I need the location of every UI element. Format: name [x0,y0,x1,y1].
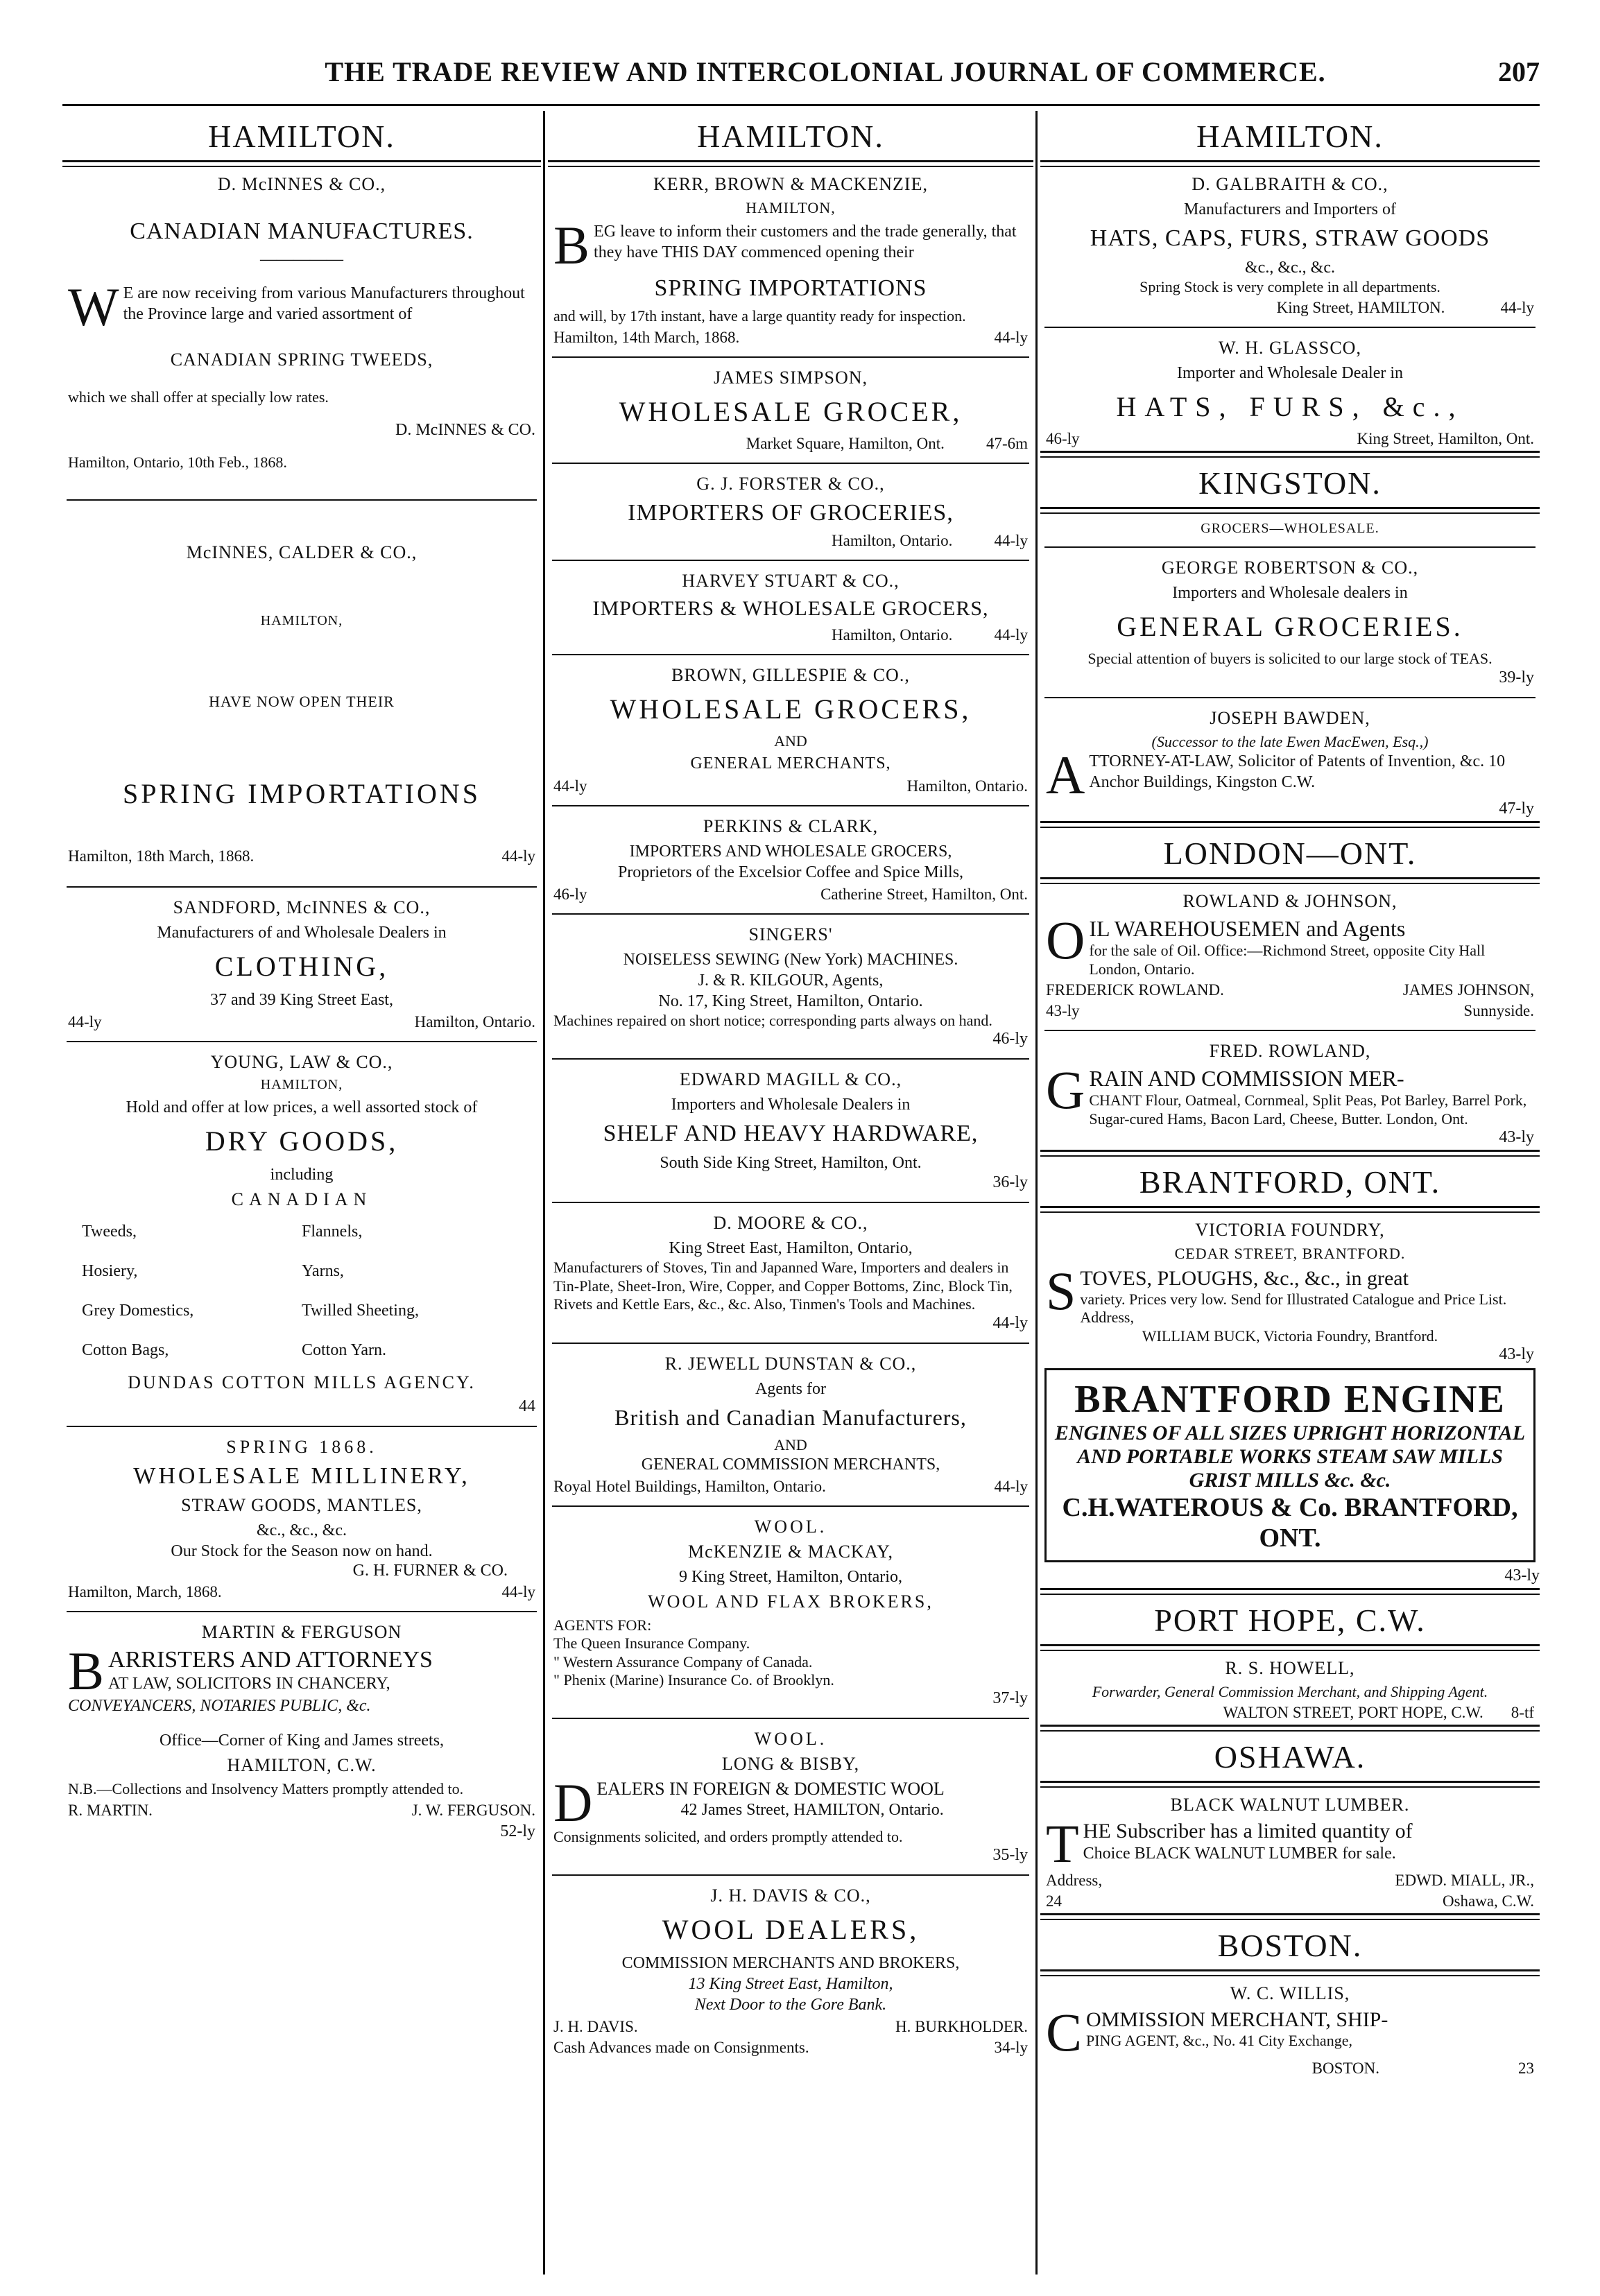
ad-code: 52-ly [500,1822,535,1840]
ad-footer: 46-ly Catherine Street, Hamilton, Ont. [553,885,1028,903]
column-divider [1035,111,1038,2275]
ad-season: SPRING 1868. [226,1436,377,1457]
ad-body: Manufacturers of Stoves, Tin and Japanned Ware, Importers and dealers in Tin-Plate, Sheet-Iron, Wire, Copper, and Copper Bottoms, Zinc, Block Tin, Rivets and Kettle Ears, &c., &c. Also, Tinmen's Tools and Machines. [553,1259,1013,1313]
ad-body: and will, by 17th instant, have a large quantity ready for inspection. [553,307,966,325]
firm-name: D. GALBRAITH & CO., [1192,174,1388,194]
logo-title: BRANTFORD ENGINE [1074,1378,1506,1422]
ad-footer: Hamilton, 18th March, 1868. 44-ly [68,847,535,865]
ad-line: Importers and Wholesale dealers in [1172,584,1408,603]
ad-and: AND [774,1435,807,1453]
ad-heading: WOOL DEALERS, [662,1914,920,1946]
ad-simpson [548,368,1033,453]
double-rule [1040,1644,1540,1651]
ad-footer: Hamilton, Ontario. 44-ly [832,531,1028,549]
ad-body: variety. Prices very low. Send for Illustrated Catalogue and Price List. Address, [1080,1290,1507,1327]
ad-footer: 44-ly Hamilton, Ontario. [553,777,1028,795]
city-heading: BOSTON. [1217,1927,1363,1963]
ad-address: Next Door to the Gore Bank. [694,1996,887,2014]
firm-name: YOUNG, LAW & CO., [210,1051,393,1072]
firm-name: PERKINS & CLARK, [703,815,879,836]
ad-heading: WOOL AND FLAX BROKERS, [648,1591,934,1612]
double-rule [1040,451,1540,458]
ad-address: 9 King Street, Hamilton, Ontario, [679,1567,902,1586]
ad-moore [548,1213,1033,1332]
firm-name: FRED. ROWLAND, [1209,1041,1371,1062]
ad-names: FREDERICK ROWLAND. JAMES JOHNSON, [1046,981,1534,999]
ad-signature: D. McINNES & CO. [395,420,535,439]
ad-separator [552,654,1029,655]
ad-date: Hamilton, Ontario, 10th Feb., 1868. [68,453,287,471]
ad-note: N.B.—Collections and Insolvency Matters promptly attended to. [68,1780,464,1798]
ad-address: 42 James Street, HAMILTON, Ontario. [680,1801,944,1820]
firm-name: McKENZIE & MACKAY, [687,1541,894,1562]
firm-name: G. J. FORSTER & CO., [696,473,885,494]
ad-line: Our Stock for the Season now on hand. [171,1542,433,1560]
ad-footer: Market Square, Hamilton, Ont. 47-6m [746,434,1028,452]
logo-footer: C.H.WATEROUS & Co. BRANTFORD, ONT. [1062,1493,1518,1553]
ad-body: for the sale of Oil. Office:—Richmond Street, opposite City Hall London, Ontario. [1089,942,1486,978]
list-item: Hosiery, [82,1261,138,1280]
ad-line: COMMISSION MERCHANTS AND BROKERS, [621,1954,960,1973]
ad-heading: OIL WAREHOUSEMEN and Agents [1046,910,1406,971]
ad-separator [67,1611,537,1612]
column-2 [548,111,1033,2275]
ad-separator [552,1202,1029,1203]
page-header [62,55,1540,97]
ad-body: Forwarder, General Commission Merchant, and Shipping Agent. [1092,1683,1488,1701]
double-rule [1040,1781,1540,1788]
ad-body: Special attention of buyers is solicited to our large stock of TEAS. [1087,650,1493,668]
ad-separator [552,356,1029,358]
ad-glassco [1040,338,1540,448]
column-3 [1040,111,1540,2275]
ad-long-bisby [548,1729,1033,1865]
ad-heading: WHOLESALE MILLINERY, [133,1462,470,1489]
ad-line: Manufacturers of and Wholesale Dealers in [157,923,447,942]
ad-mckenzie [548,1517,1033,1709]
ad-footer: 24 Oshawa, C.W. [1046,1892,1534,1910]
double-rule [1040,821,1540,828]
list-item: Yarns, [302,1261,344,1280]
list-item: Cotton Bags, [82,1340,169,1359]
ad-place: HAMILTON, [746,199,836,216]
ad-code: 44 [519,1397,535,1415]
ad-separator [552,913,1029,915]
ad-line: Manufacturers and Importers of [1184,200,1396,218]
ad-robertson [1040,558,1540,687]
ad-body: Consignments solicited, and orders promptly attended to. [553,1827,903,1845]
ad-galbraith [1040,174,1540,317]
ad-code: 44-ly [992,1313,1028,1332]
ad-perkins [548,816,1033,904]
ad-separator [552,463,1029,464]
firm-name: McINNES, CALDER & CO., [186,542,418,562]
ad-stuart [548,571,1033,644]
ad-singers [548,924,1033,1048]
ad-footer: Hamilton, Ontario. 44-ly [832,625,1028,644]
ad-agent-item: " Western Assurance Company of Canada. [553,1652,813,1671]
firm-name: JOSEPH BAWDEN, [1210,707,1370,728]
ad-body: W E are now receiving from various Manufacturers throughout the Province large and varied assortment of [68,277,525,337]
firm-name: J. H. DAVIS & CO., [710,1885,871,1906]
ad-code: 43-ly [1499,1345,1534,1364]
ad-young-law [62,1052,541,1416]
ad-address: CEDAR STREET, BRANTFORD. [1174,1244,1406,1262]
ad-separator [67,1426,537,1427]
ad-separator [67,886,537,888]
ad-mcinnes-calder [62,510,541,865]
ad-names: J. H. DAVIS. H. BURKHOLDER. [553,2018,1028,2036]
ad-footer: King Street, HAMILTON. 44-ly [1276,299,1534,317]
firm-name: JAMES SIMPSON, [713,367,868,388]
ad-line: AT LAW, SOLICITORS IN CHANCERY, [108,1674,390,1693]
ad-body: Machines repaired on short notice; corresponding parts always on hand. [553,1011,992,1029]
ad-line: Importer and Wholesale Dealer in [1176,364,1404,383]
ad-heading: BARRISTERS AND ATTORNEYS [68,1640,433,1701]
ad-heading: SPRING IMPORTATIONS [654,275,927,302]
ad-office: Office—Corner of King and James streets, [159,1732,445,1750]
ad-body: Choice BLACK WALNUT LUMBER for sale. [1083,1845,1396,1863]
ad-separator [552,1874,1029,1876]
double-rule [1040,507,1540,514]
list-item: Flannels, [302,1222,363,1241]
ad-etc: &c., &c., &c. [1245,259,1335,277]
double-rule [1040,1969,1540,1976]
ad-separator [552,1505,1029,1507]
list-item: Grey Domestics, [82,1301,194,1320]
logo-subtitle: ENGINES OF ALL SIZES UPRIGHT HORIZONTAL AND PORTABLE WORKS STEAM SAW MILLS GRIST MILLS &c. &c. [1054,1422,1526,1492]
ad-heading: THE Subscriber has a limited quantity of [1046,1813,1413,1874]
ad-furner [62,1437,541,1601]
ad-martin-ferguson [62,1622,541,1841]
header-rule [62,104,1540,106]
firm-name: D. MOORE & CO., [713,1213,868,1234]
ad-heading: British and Canadian Manufacturers, [614,1404,967,1430]
ad-heading: WHOLESALE GROCER, [619,395,963,427]
ad-place: HAMILTON, [260,1076,343,1092]
ad-dunstan [548,1354,1033,1496]
ad-heading: NOISELESS SEWING (New York) MACHINES. [623,950,958,969]
ad-footer: 46-ly King Street, Hamilton, Ont. [1046,430,1534,448]
ad-signature: G. H. FURNER & CO. [352,1561,508,1580]
firm-name: HARVEY STUART & CO., [682,570,900,591]
firm-name: VICTORIA FOUNDRY, [1195,1219,1385,1240]
ad-fred-rowland [1040,1041,1540,1147]
ad-separator [1044,1030,1536,1031]
firm-name: SINGERS' [748,924,833,944]
ad-rowland-johnson [1040,891,1540,1020]
ad-davis [548,1885,1033,2057]
double-rule [62,160,541,167]
column-1 [62,111,541,2275]
brantford-engine-logo [1044,1368,1536,1562]
ad-address: 37 and 39 King Street East, [210,990,393,1009]
firm-name: LONG & BISBY, [721,1754,860,1775]
firm-name: GEORGE ROBERTSON & CO., [1161,558,1419,578]
ad-heading: IMPORTERS & WHOLESALE GROCERS, [592,596,989,620]
double-rule [1040,1588,1540,1595]
firm-name: W. C. WILLIS, [1230,1983,1350,2003]
ad-address: King Street East, Hamilton, Ontario, [669,1239,913,1258]
section-subheading: GROCERS—WHOLESALE. [1201,521,1379,537]
ad-separator [1044,546,1536,548]
ad-sandford [62,897,541,1031]
ad-magill [548,1069,1033,1192]
city-heading: HAMILTON. [1196,119,1384,154]
ad-agents: J. & R. KILGOUR, Agents, [698,971,884,990]
ad-line: STRAW GOODS, MANTLES, [181,1494,422,1515]
ad-heading: STOVES, PLOUGHS, &c., &c., in great [1046,1260,1409,1321]
ad-kerr-brown [548,174,1033,347]
ad-separator [552,1343,1029,1344]
ad-footer: Hamilton, 14th March, 1868. 44-ly [553,328,1028,346]
firm-name: MARTIN & FERGUSON [201,1621,402,1642]
ad-code: 39-ly [1499,668,1534,687]
double-rule [1040,160,1540,167]
ad-footer: Hamilton, March, 1868. 44-ly [68,1582,535,1600]
firm-name: BROWN, GILLESPIE & CO., [671,664,910,685]
ad-title: WOOL. [754,1516,827,1537]
city-heading: KINGSTON. [1198,465,1382,501]
ad-line: IMPORTERS AND WHOLESALE GROCERS, [629,842,952,861]
ad-code: 43-ly [1504,1566,1540,1585]
ad-line: Importers and Wholesale Dealers in [671,1096,911,1114]
ad-body: Spring Stock is very complete in all departments. [1139,278,1440,295]
ad-agency: DUNDAS COTTON MILLS AGENCY. [128,1372,476,1392]
ad-body: PING AGENT, &c., No. 41 City Exchange, [1086,2031,1352,2049]
ad-address: No. 17, King Street, Hamilton, Ontario. [658,992,923,1010]
ad-body: ATTORNEY-AT-LAW, Solicitor of Patents of Invention, &c. 10 Anchor Buildings, Kingston C.W. [1046,745,1506,806]
ad-bawden [1040,708,1540,819]
city-heading: HAMILTON. [208,119,395,154]
goods-list [68,1223,535,1360]
firm-name: D. McINNES & CO., [217,174,386,194]
ad-body: BEG leave to inform their customers and the trade generally, that they have THIS DAY commenced opening their [553,215,1017,275]
double-rule [1040,877,1540,884]
ad-code: 47-ly [1499,800,1534,818]
ad-line: &c., &c., &c. [257,1521,347,1539]
ad-heading: DRY GOODS, [205,1125,399,1157]
column-divider [543,111,545,2275]
city-heading: LONDON—ONT. [1163,836,1417,872]
firm-name: SANDFORD, McINNES & CO., [173,897,431,917]
ad-line: HAVE NOW OPEN THEIR [209,692,395,710]
ad-code: 43-ly [1499,1128,1534,1146]
ad-place: HAMILTON, [260,612,343,628]
ad-heading: GRAIN AND COMMISSION MER- [1046,1060,1404,1121]
ad-address: South Side King Street, Hamilton, Ont. [660,1154,922,1173]
ad-separator [552,805,1029,806]
firm-name: BLACK WALNUT LUMBER. [1170,1795,1410,1815]
ad-canadian: CANADIAN [231,1189,372,1209]
ad-heading: SPRING IMPORTATIONS [122,777,481,809]
ad-heading: GENERAL GROCERIES. [1117,611,1463,643]
ad-heading: HATS, FURS, &c., [1116,391,1464,423]
ad-line: Agents for [755,1379,826,1398]
double-rule [1040,1206,1540,1213]
ad-code: 46-ly [992,1030,1028,1048]
ad-gillespie [548,665,1033,795]
ad-and: AND [774,732,807,750]
ad-heading: SHELF AND HEAVY HARDWARE, [603,1121,979,1147]
ad-footer: WALTON STREET, PORT HOPE, C.W. 8-tf [1223,1704,1534,1722]
journal-title: THE TRADE REVIEW AND INTERCOLONIAL JOURNAL OF COMMERCE. [325,56,1326,87]
ad-agent-item: The Queen Insurance Company. [553,1634,750,1652]
ad-miall [1040,1795,1540,1910]
ad-sub: (Successor to the late Ewen MacEwen, Esq.,) [1151,732,1429,750]
firm-name: R. JEWELL DUNSTAN & CO., [664,1353,917,1374]
ad-agents: AGENTS FOR: [553,1616,652,1634]
ad-line: CONVEYANCERS, NOTARIES PUBLIC, &c. [68,1697,371,1716]
page-number: 207 [1498,56,1540,87]
ad-item: CANADIAN SPRING TWEEDS, [170,349,433,370]
ad-heading: COMMISSION MERCHANT, SHIP- [1046,2001,1388,2062]
ad-address: 13 King Street East, Hamilton, [688,1975,893,1994]
city-heading: PORT HOPE, C.W. [1154,1603,1426,1639]
ad-separator [552,1718,1029,1719]
ad-including: including [270,1165,334,1184]
ad-line: Hold and offer at low prices, a well assorted stock of [126,1098,478,1116]
ad-separator [67,1041,537,1042]
ad-footer: Royal Hotel Buildings, Hamilton, Ontario. 44-ly [553,1477,1028,1495]
ad-footer: BOSTON. 23 [1311,2059,1534,2077]
ad-heading: DEALERS IN FOREIGN & DOMESTIC WOOL [553,1772,945,1833]
ad-place: HAMILTON, C.W. [227,1755,377,1776]
ad-howell [1040,1658,1540,1722]
ad-agent-item: " Phenix (Marine) Insurance Co. of Brooklyn. [553,1671,834,1689]
double-rule [1040,1913,1540,1920]
ad-footer: Cash Advances made on Consignments. 34-ly [553,2039,1028,2057]
firm-name: EDWARD MAGILL & CO., [679,1069,902,1090]
ad-willis [1040,1983,1540,2078]
ad-separator [67,499,537,501]
ad-names: Address, EDWD. MIALL, JR., [1046,1871,1534,1889]
ad-code: 37-ly [992,1689,1028,1708]
list-item: Tweeds, [82,1222,137,1241]
city-heading: OSHAWA. [1214,1739,1366,1775]
ad-separator [552,1058,1029,1060]
ad-note: which we shall offer at specially low rates. [68,388,329,406]
firm-name: R. S. HOWELL, [1225,1658,1355,1679]
double-rule [548,160,1033,167]
list-item: Cotton Yarn. [302,1340,387,1359]
double-rule [1040,1150,1540,1157]
ad-line: GENERAL MERCHANTS, [690,754,891,772]
double-rule [1040,1725,1540,1732]
ad-code: 35-ly [992,1846,1028,1865]
firm-name: KERR, BROWN & MACKENZIE, [653,174,928,194]
ad-footer: R. MARTIN. J. W. FERGUSON. [68,1801,535,1819]
list-item: Twilled Sheeting, [302,1301,419,1320]
ad-title: WOOL. [754,1729,827,1750]
ad-mcinnes: D. McINNES & CO., CANADIAN MANUFACTURES. ————— W E are now receiving from various Manufacturers throughout the Province large and varied assortment of CANADIAN SPRING TWEEDS, which we shall offer at specially low rates. D. McINNES & CO. Hamilton, Ontario, 10th Feb., 1868. [68,174,535,471]
ad-line: Proprietors of the Excelsior Coffee and Spice Mills, [617,863,964,881]
ad-heading: CLOTHING, [214,950,389,982]
ad-code: 36-ly [992,1173,1028,1192]
ad-footer: 43-ly Sunnyside. [1046,1002,1534,1020]
city-heading: BRANTFORD, ONT. [1139,1164,1441,1200]
ad-line: GENERAL COMMISSION MERCHANTS, [641,1455,940,1474]
ad-separator [552,560,1029,561]
ad-victoria-foundry [1040,1220,1540,1364]
ad-heading: WHOLESALE GROCERS, [610,693,972,725]
ad-body: CHANT Flour, Oatmeal, Cornmeal, Split Peas, Pot Barley, Barrel Pork, Sugar-cured Hams, Bacon Lard, Cheese, Butter. London, Ont. [1089,1091,1527,1128]
ad-heading: HATS, CAPS, FURS, STRAW GOODS [1090,225,1490,251]
ad-footer: 44-ly Hamilton, Ontario. [68,1012,535,1030]
ad-heading: CANADIAN MANUFACTURES. [130,218,474,244]
city-heading: HAMILTON. [697,119,884,154]
firm-name: W. H. GLASSCO, [1219,338,1361,359]
firm-name: ROWLAND & JOHNSON, [1182,891,1397,912]
ad-separator [1044,697,1536,698]
ad-separator [1044,327,1536,328]
ad-forster [548,474,1033,550]
ad-signature: WILLIAM BUCK, Victoria Foundry, Brantford. [1142,1327,1438,1345]
ad-heading: IMPORTERS OF GROCERIES, [628,499,954,526]
